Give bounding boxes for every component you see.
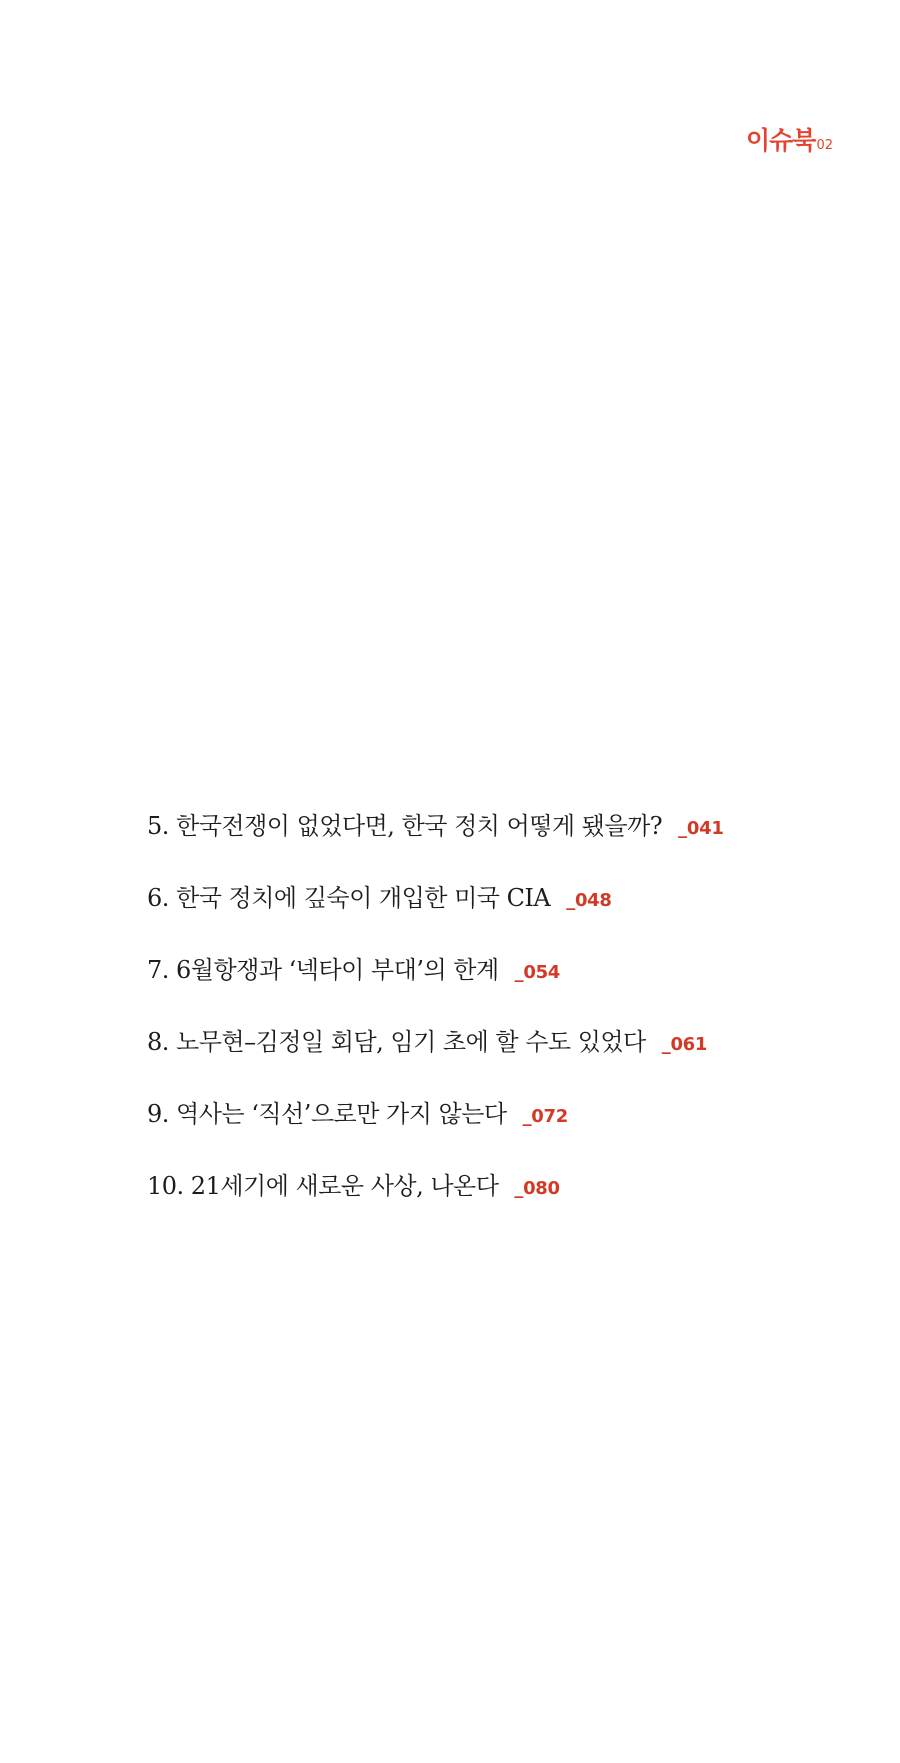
toc-entry-title: 6. 한국 정치에 깊숙이 개입한 미국 CIA bbox=[147, 884, 551, 912]
toc-entry-page: _080 bbox=[514, 1178, 560, 1199]
toc-entry-page: _054 bbox=[514, 962, 561, 983]
table-of-contents bbox=[147, 806, 724, 1238]
logo-wordmark: 이슈북 bbox=[746, 126, 816, 155]
toc-entry-page: _061 bbox=[661, 1034, 708, 1055]
toc-entry-title: 5. 한국전쟁이 없었다면, 한국 정치 어떻게 됐을까? bbox=[147, 812, 663, 840]
toc-entry-page: _041 bbox=[678, 818, 724, 839]
toc-entry-title: 10. 21세기에 새로운 사상, 나온다 bbox=[147, 1172, 499, 1200]
toc-entry-title: 9. 역사는 ‘직선’으로만 가지 않는다 bbox=[147, 1100, 507, 1128]
toc-entry[interactable] bbox=[147, 1022, 724, 1094]
toc-entry-title: 8. 노무현–김정일 회담, 임기 초에 할 수도 있었다 bbox=[147, 1028, 646, 1056]
toc-entry-title: 7. 6월항쟁과 ‘넥타이 부대’의 한계 bbox=[147, 956, 499, 984]
logo-number: 02 bbox=[816, 138, 833, 153]
toc-entry[interactable] bbox=[147, 878, 724, 950]
toc-entry[interactable] bbox=[147, 1166, 724, 1238]
toc-entry[interactable] bbox=[147, 1094, 724, 1166]
toc-entry[interactable] bbox=[147, 806, 724, 878]
toc-entry-page: _072 bbox=[522, 1106, 568, 1127]
toc-entry[interactable] bbox=[147, 950, 724, 1022]
toc-entry-page: _048 bbox=[566, 890, 612, 911]
series-logo bbox=[746, 128, 833, 153]
